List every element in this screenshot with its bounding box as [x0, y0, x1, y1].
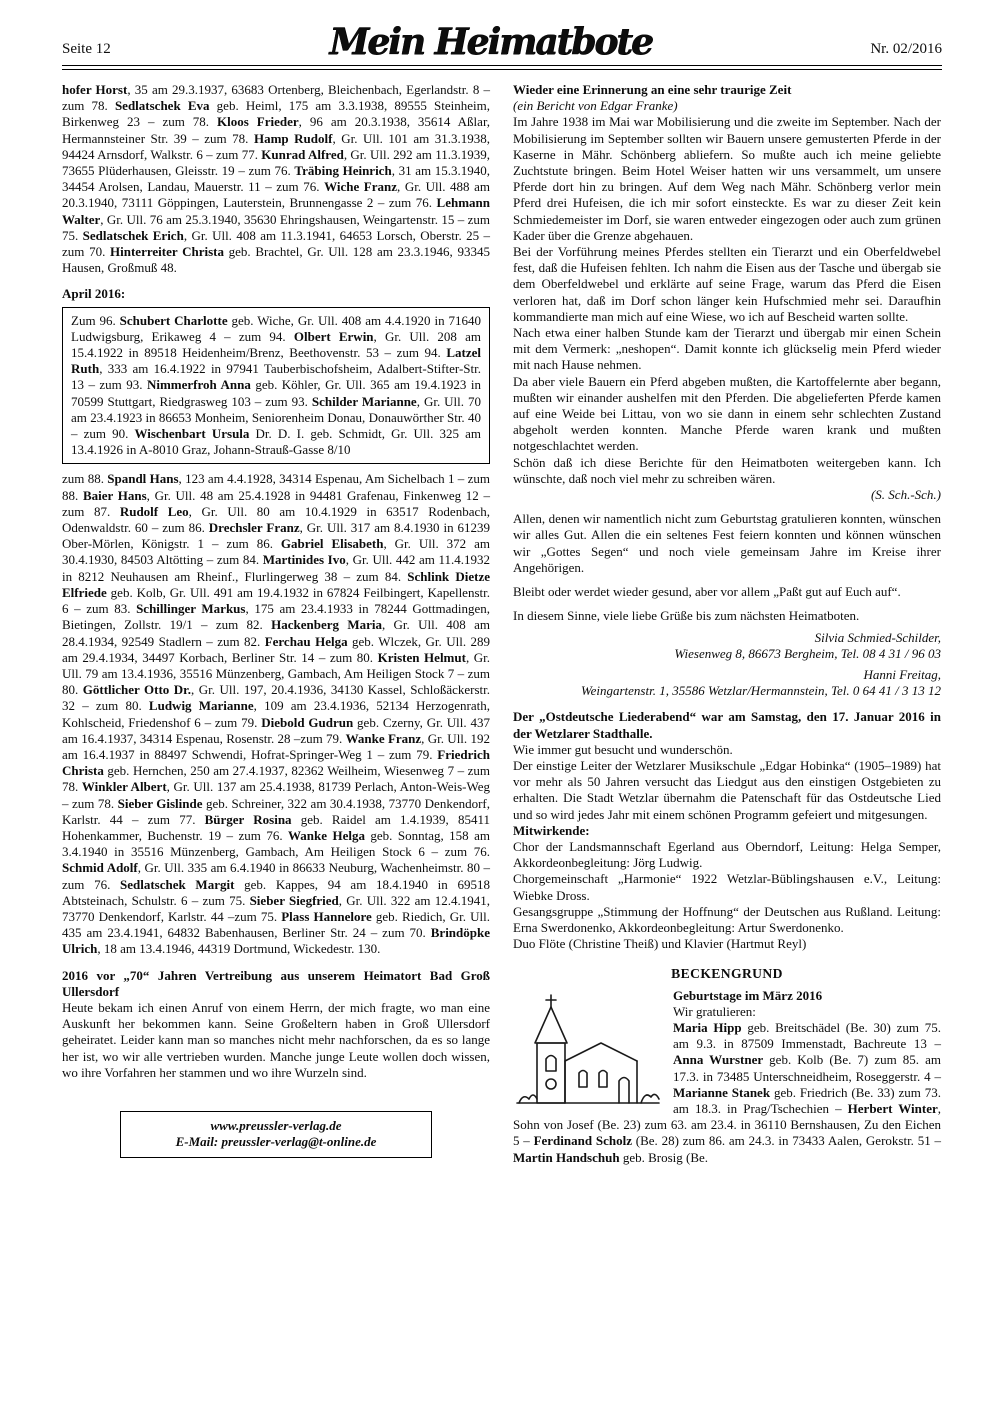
vertreibung-heading: 2016 vor „70“ Jahren Vertreibung aus unserem Heimatort Bad Groß Ullersdorf	[62, 967, 490, 999]
header-divider	[62, 65, 942, 70]
liederabend-heading: Der „Ostdeutsche Liederabend“ war am Samstag, den 17. Januar 2016 in der Wetzlarer Stadthalle.	[513, 709, 941, 741]
issue-number: Nr. 02/2016	[870, 40, 942, 57]
erinnerung-heading: Wieder eine Erinnerung an eine sehr traurige Zeit	[513, 82, 792, 97]
april-heading: April 2016:	[62, 286, 126, 302]
signature-block-1	[513, 630, 941, 662]
masthead-logo: Mein Heimatbote	[329, 21, 652, 63]
mitwirkende-item-1: Chor der Landsmannschaft Egerland aus Oberndorf, Leitung: Helga Semper, Akkordeonbegleitung: Jörg Ludwig.	[513, 838, 941, 871]
greetings-paragraph-1: Allen, denen wir namentlich nicht zum Geburtstag gratulieren konnten, wünschen wir alles Gut. Allen die ein seltenes Fest feiern konnten und können wünschen wir „Gottes Segen“ und noch viele gemeinsam Jahre im Kreise ihrer Angehörigen.	[513, 511, 941, 575]
erinnerung-paragraph-1: Im Jahre 1938 im Mai war Mobilisierung und die zweite im September. Nach der Mobilisierung im September sollten wir Bauern unsere gemusterten Pferde in der Kaserne in Mähr. Schönberg abliefern. So mußte auch ich meine geliebte Zuchtstute bringen. Beim Hotel Weiser hatten wir uns versammelt, um unsere Pferde dort hin zu bringen. Auf dem Weg nach Mähr. Schönberg verlor mein Pferd drei Hufeisen, die ich mir sofort einsteckte. Es war zu dieser Zeit kein Schmiedemeister im Dorf, sie waren entweder eingezogen oder auch zum grünen Kader über die Grenze abgehauen.	[513, 114, 941, 243]
mitwirkende-item-2: Chorgemeinschaft „Harmonie“ 1922 Wetzlar-Büblingshausen e.V., Leitung: Wiebke Dross.	[513, 871, 941, 903]
liederabend-paragraph-2: Der einstige Leiter der Wetzlarer Musikschule „Edgar Hobinka“ (1905–1989) hat vor mehr als 50 Jahren versucht das Liedgut aus den einstigen Ostgebieten zu erhalten. Die Stadt Wetzlar übernahm die Patenschaft für das Ostdeutsche Lied und so wird jedes Jahr mit einem schönen Programm gefeiert und mitgesungen.	[513, 757, 941, 822]
erinnerung-byline: (ein Bericht von Edgar Franke)	[513, 98, 678, 114]
march-birthday-list: hofer Horst, 35 am 29.3.1937, 63683 Ortenberg, Bleichenbach, Egerlandstr. 8 – zum 78. Sedlatschek Eva geb. Heiml, 175 am 3.3.1938, 89555 Steinheim, Birkenweg 23 – zum 78. Kloos Frieder, 96 am 20.3.1938, 35614 Aßlar, Hermannsteiner Str. 39 – zum 78. Hamp Rudolf, Gr. Ull. 101 am 31.3.1938, 94424 Arnsdorf, Walkstr. 6 – zum 77. Kunrad Alfred, Gr. Ull. 292 am 11.3.1939, 73655 Plüderhausen, Gleisstr. 19 – zum 76. Träbing Heinrich, 31 am 15.3.1940, 34454 Arolsen, Landau, Mauerstr. 11 – zum 76. Wiche Franz, Gr. Ull. 488 am 20.3.1940, 73111 Göppingen, Lauterstein, Brunnengasse 2 – zum 76. Lehmann Walter, Gr. Ull. 76 am 25.3.1940, 35630 Ehringshausen, Weingartenstr. 15 – zum 75. Sedlatschek Erich, Gr. Ull. 408 am 11.3.1941, 64653 Lorsch, Oberstr. 25 – zum 70. Hinterreiter Christa geb. Brachtel, Gr. Ull. 128 am 23.3.1946, 93345 Hausen, Großmuß 48.	[62, 82, 491, 276]
erinnerung-paragraph-3: Nach etwa einer halben Stunde kam der Tierarzt und übergab mir einen Schein mit dem Vermerk: „neshopen“. Damit konnte ich glückselig mein Pferd wieder mit nach Hause nehmen.	[513, 325, 941, 373]
page-header	[62, 21, 942, 63]
april-birthday-list: zum 88. Spandl Hans, 123 am 4.4.1928, 34314 Espenau, Am Sichelbach 1 – zum 88. Baier Hans, Gr. Ull. 48 am 25.4.1928 in 94481 Grafenau, Finkenweg 12 – zum 87. Rudolf Leo, Gr. Ull. 80 am 10.4.1929 in 63517 Rodenbach, Odenwaldstr. 60 – zum 86. Drechsler Franz, Gr. Ull. 317 am 8.4.1930 in 61239 Ober-Mörlen, Königstr. 1 – zum 86. Gabriel Elisabeth, Gr. Ull. 372 am 30.4.1930, 84503 Altötting – zum 84. Martinides Ivo, Gr. Ull. 442 am 11.4.1932 in 8212 Neuhausen am Rheinf., Flurlingerweg 38 – zum 84. Schlink Dietze Elfriede geb. Kolb, Gr. Ull. 491 am 19.4.1932 in 67824 Feilbingert, Kapellenstr. 6 – zum 83. Schillinger Markus, 175 am 23.4.1933 in 78244 Gottmadingen, Bietingen, Zollstr. 19/1 – zum 82. Hackenberg Maria, Gr. Ull. 408 am 28.4.1934, 92549 Stadlern – zum 82. Ferchau Helga geb. Wlczek, Gr. Ull. 289 am 29.4.1934, 34497 Korbach, Berliner Str. 14 – zum 80. Kristen Helmut, Gr. Ull. 79 am 13.4.1936, 35516 Münzenberg, Gambach, Am Heiligen Stock 7 – zum 80. Göttlicher Otto Dr., Gr. Ull. 197, 20.4.1936, 34130 Kassel, Schloßäckerstr. 32 – zum 80. Ludwig Marianne, 109 am 23.4.1936, 52134 Herzogenrath, Kohlscheid, Friedenshof 6 – zum 79. Diebold Gudrun geb. Czerny, Gr. Ull. 437 am 16.4.1937, 34314 Espenau, Rosenstr. 28 –zum 79. Wanke Franz, Gr. Ull. 192 am 16.4.1937 in 88497 Schwendi, Hofrat-Springer-Weg 1 – zum 79. Friedrich Christa geb. Hernchen, 250 am 27.4.1937, 82362 Weilheim, Wiesenweg 7 – zum 78. Winkler Albert, Gr. Ull. 137 am 25.4.1938, 81739 Perlach, Anton-Weis-Weg – zum 78. Sieber Gislinde geb. Schreiner, 322 am 30.4.1938, 73770 Denkendorf, Karlstr. 44 – zum 77. Bürger Rosina geb. Raidel am 1.4.1939, 85411 Hohenkammer, Buchenstr. 19 – zum 76. Wanke Helga geb. Sonntag, 158 am 3.4.1940 in 35516 Münzenberg, Gambach, Am Heiligen Stock 6 – zum 76. Schmid Adolf, Gr. Ull. 335 am 6.4.1940 in 86633 Neuburg, Wachenheimstr. 80 – zum 76. Sedlatschek Margit geb. Kappes, 94 am 18.4.1940 in 69518 Abtsteinach, Schulstr. 6 – zum 75. Sieber Siegfried, Gr. Ull. 322 am 12.4.1941, 73770 Denkendorf, Karlstr. 44 –zum 75. Plass Hannelore geb. Riedich, Gr. Ull. 435 am 23.4.1941, 64832 Babenhausen, Berliner Str. 24 – zum 70. Brindöpke Ulrich, 18 am 13.4.1946, 44319 Dortmund, Wickedestr. 130.	[62, 471, 491, 957]
signature-address: Weingartenstr. 1, 35586 Wetzlar/Hermannstein, Tel. 0 64 41 / 3 13 12	[580, 683, 941, 699]
duo-line: Duo Flöte (Christine Theiß) und Klavier (Hartmut Reyl)	[513, 936, 807, 952]
signature-block-2	[513, 667, 941, 699]
publisher-email: E-Mail: preussler-verlag@t-online.de	[175, 1134, 377, 1150]
mitwirkende-label: Mitwirkende:	[513, 822, 590, 838]
publisher-box	[120, 1111, 432, 1158]
left-column	[62, 82, 490, 1166]
beckengrund-subheading: Geburtstage im März 2016	[673, 987, 823, 1003]
greetings-closing: In diesem Sinne, viele liebe Grüße bis zum nächsten Heimatboten.	[513, 608, 860, 624]
april-box-list: Zum 96. Schubert Charlotte geb. Wiche, Gr. Ull. 408 am 4.4.1920 in 71640 Ludwigsburg, Erikaweg 4 – zum 94. Olbert Erwin, Gr. Ull. 208 am 15.4.1922 in 89518 Heidenheim/Brenz, Beethovenstr. 53 – zum 94. Latzel Ruth, 333 am 16.4.1922 in 97941 Tauberbischofsheim, Adalbert-Stifter-Str. 13 – zum 93. Nimmerfroh Anna geb. Köhler, Gr. Ull. 365 am 19.4.1923 in 70599 Stuttgart, Riedgrasweg 103 – zum 93. Schilder Marianne, Gr. Ull. 70 am 23.4.1923 in 86653 Monheim, Seniorenheim Donau, Donauwörther Str. 40 – zum 90. Wischenbart Ursula Dr. D. I. geb. Schmidt, Gr. Ull. 325 am 13.4.1926 in A-8010 Graz, Johann-Strauß-Gasse 8/10	[71, 312, 482, 458]
greetings-paragraph-2: Bleibt oder werdet wieder gesund, aber vor allem „Paßt gut auf Euch auf“.	[513, 584, 901, 600]
vertreibung-text: Heute bekam ich einen Anruf von einem Herrn, der mich fragte, wo man eine Auskunft her bekommen kann. Seine Großeltern haben in Groß Ullersdorf geheiratet. Leider kann man so manches nicht mehr nachforschen, da es so lange her ist, wo wir alle vertrieben wurden. Manche junge Leute wollen doch wissen, wo ihre Vorfahren her stammen und wo ihre Wurzeln sind.	[62, 999, 490, 1080]
liederabend-paragraph-1: Wie immer gut besucht und wunderschön.	[513, 741, 733, 757]
right-column	[513, 82, 941, 1166]
content-columns	[62, 82, 942, 1166]
signature-address: Wiesenweg 8, 86673 Bergheim, Tel. 08 4 31 / 96 03	[674, 645, 941, 661]
april-highlight-box	[62, 307, 490, 465]
signature-name: Hanni Freitag,	[863, 666, 941, 682]
author-initials: (S. Sch.-Sch.)	[870, 487, 941, 503]
beckengrund-heading: BECKENGRUND	[671, 966, 783, 982]
publisher-url: www.preussler-verlag.de	[210, 1117, 342, 1133]
signature-name: Silvia Schmied-Schilder,	[814, 629, 941, 645]
beckengrund-section	[513, 988, 941, 1166]
erinnerung-paragraph-2: Bei der Vorführung meines Pferdes stellten ein Tierarzt und ein Oberfeldwebel fest, daß die Hufeisen fehlten. Ich nahm die Eisen aus der Tasche und übergab sie dem Oberfeldwebel und erklärte auf seine Frage, warum das Pferd die Eisen verloren hat, daß im Dorf schon länger kein Hufschmied mehr sei. Daraufhin kommandierte man mich auf eine Wiese, wo ich auf Bescheid warten sollte.	[513, 244, 941, 324]
page-number: Seite 12	[62, 40, 111, 57]
beckengrund-birthday-list: Maria Hipp geb. Breitschädel (Be. 30) zum 75. am 9.3. in 87509 Immenstadt, Bachreute 13 – Anna Wurstner geb. Kolb (Be. 7) zum 85. am 17.3. in 73485 Unterschneidheim, Roseggerstr. 4 – Marianne Stanek geb. Friedrich (Be. 33) zum 73. am 18.3. in Prag/Tschechien – Herbert Winter, Sohn von Josef (Be. 23) zum 63. am 23.4. in 36110 Bernshausen, Zu den Eichen 5 – Ferdinand Scholz (Be. 28) zum 86. am 24.3. in 73433 Aalen, Gerokstr. 51 – Martin Handschuh geb. Brosig (Be.	[513, 1019, 942, 1165]
church-illustration-icon	[513, 991, 663, 1109]
beckengrund-intro: Wir gratulieren:	[673, 1003, 756, 1019]
erinnerung-paragraph-4: Da aber viele Bauern ein Pferd abgeben mußten, die Kartoffelernte aber begann, mußten wir einander aushelfen mit den Pferden. Die abgelieferten Pferde kamen auf eine Weide bei Littau, von wo sie dann in einem sehr schlechten Zustand abgeholt werden konnten. Manche Pferde waren krank und mußten notgeschlachtet werden.	[513, 373, 941, 454]
mitwirkende-item-3: Gesangsgruppe „Stimmung der Hoffnung“ der Deutschen aus Rußland. Leitung: Erna Swerdonenko, Akkordeonbegleitung: Artur Swerdonenko.	[513, 903, 941, 935]
erinnerung-paragraph-5: Schön daß ich diese Berichte für den Heimatboten weitergeben kann. Ich wünschte, daß noch viel mehr zu schreiben wären.	[513, 454, 941, 486]
